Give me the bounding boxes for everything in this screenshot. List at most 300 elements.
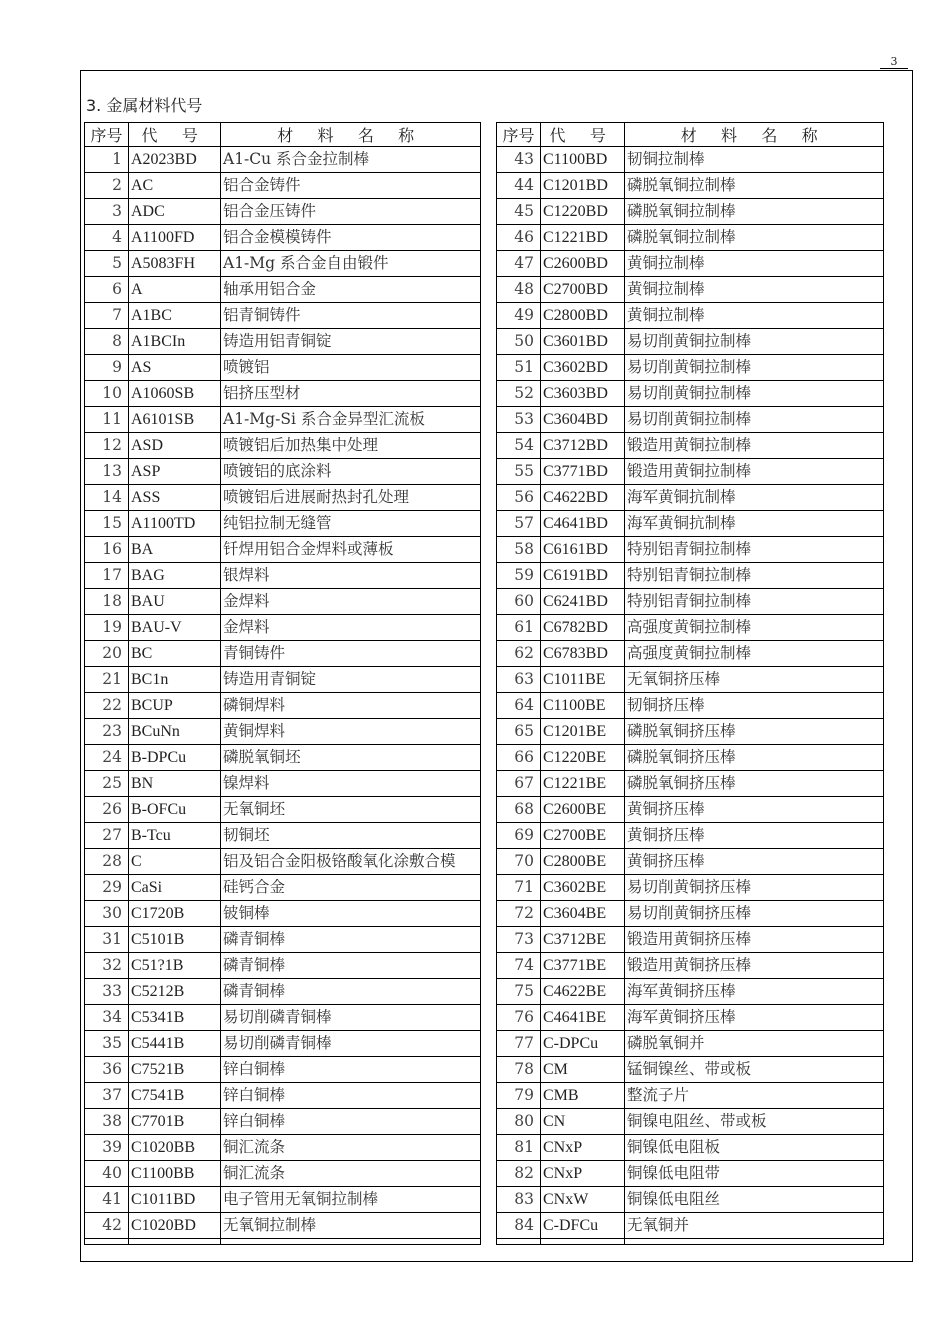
row-serial-number: 27 [85,823,129,849]
material-code-table-left [84,122,481,1245]
empty-cell [129,1239,221,1245]
header-material-name: 材 料 名 称 [625,123,884,147]
row-serial-number: 31 [85,927,129,953]
section-title: 3. 金属材料代号 [86,96,203,115]
table-row [497,1213,884,1239]
table-row [85,277,481,303]
row-material-code: C6191BD [541,563,625,589]
row-serial-number: 20 [85,641,129,667]
row-material-code: C [129,849,221,875]
table-row [497,381,884,407]
row-material-code: C7541B [129,1083,221,1109]
row-serial-number: 61 [497,615,541,641]
table-row [497,1161,884,1187]
row-material-code: BCuNn [129,719,221,745]
table-row [85,251,481,277]
row-material-code: C1020BD [129,1213,221,1239]
empty-cell [497,1239,541,1245]
row-material-name: 铝合金铸件 [221,173,481,199]
row-serial-number: 57 [497,511,541,537]
row-material-code: BAU [129,589,221,615]
row-material-code: BA [129,537,221,563]
row-material-code: C5212B [129,979,221,1005]
row-material-code: C2800BD [541,303,625,329]
row-material-code: ASS [129,485,221,511]
row-material-code: C1221BE [541,771,625,797]
row-material-code: ASP [129,459,221,485]
row-material-name: 黄铜挤压棒 [625,797,884,823]
table-row [85,641,481,667]
row-serial-number: 62 [497,641,541,667]
row-material-code: C3712BE [541,927,625,953]
row-material-name: 喷镀铝后进展耐热封孔处理 [221,485,481,511]
table-row [497,147,884,173]
row-serial-number: 73 [497,927,541,953]
table-row [85,1161,481,1187]
table-row [85,1135,481,1161]
row-serial-number: 37 [85,1083,129,1109]
row-material-code: BAU-V [129,615,221,641]
table-filler-row [85,1239,481,1245]
row-serial-number: 4 [85,225,129,251]
table-body-left [85,147,481,1245]
row-serial-number: 18 [85,589,129,615]
row-serial-number: 71 [497,875,541,901]
table-row [497,459,884,485]
table-row [85,1005,481,1031]
table-row [85,173,481,199]
row-material-code: C51?1B [129,953,221,979]
table-row [497,199,884,225]
row-material-name: A1-Cu 系合金拉制棒 [221,147,481,173]
row-material-name: 铜镍低电阻丝 [625,1187,884,1213]
table-row [85,667,481,693]
row-material-name: 韧铜挤压棒 [625,693,884,719]
row-material-name: 无氧铜挤压棒 [625,667,884,693]
row-material-name: 黄铜拉制棒 [625,303,884,329]
row-material-code: BC [129,641,221,667]
row-serial-number: 13 [85,459,129,485]
row-material-code: C4641BE [541,1005,625,1031]
row-serial-number: 8 [85,329,129,355]
row-serial-number: 63 [497,667,541,693]
row-serial-number: 41 [85,1187,129,1213]
table-row [497,1109,884,1135]
table-row [85,485,481,511]
row-material-name: 电子管用无氧铜拉制棒 [221,1187,481,1213]
row-material-code: BAG [129,563,221,589]
row-material-code: C3771BD [541,459,625,485]
row-material-code: C6161BD [541,537,625,563]
table-row [85,719,481,745]
table-row [85,1213,481,1239]
row-material-code: CaSi [129,875,221,901]
row-material-code: C2700BD [541,277,625,303]
row-serial-number: 54 [497,433,541,459]
row-material-code: BC1n [129,667,221,693]
row-material-name: 黄铜挤压棒 [625,849,884,875]
table-row [497,901,884,927]
row-serial-number: 12 [85,433,129,459]
row-serial-number: 6 [85,277,129,303]
table-row [85,875,481,901]
row-material-name: 磷脱氧铜坯 [221,745,481,771]
table-row [497,771,884,797]
row-material-code: C1221BD [541,225,625,251]
row-serial-number: 75 [497,979,541,1005]
row-serial-number: 81 [497,1135,541,1161]
row-serial-number: 16 [85,537,129,563]
row-material-name: 磷青铜棒 [221,927,481,953]
row-serial-number: 23 [85,719,129,745]
table-header-row [85,123,481,147]
row-material-code: C1201BD [541,173,625,199]
table-row [85,1031,481,1057]
table-row [85,199,481,225]
row-material-code: A1BCIn [129,329,221,355]
row-serial-number: 72 [497,901,541,927]
row-material-name: 锻造用黄铜挤压棒 [625,927,884,953]
table-row [497,927,884,953]
row-material-code: B-Tcu [129,823,221,849]
row-material-name: 锻造用黄铜拉制棒 [625,459,884,485]
row-serial-number: 10 [85,381,129,407]
row-material-code: A [129,277,221,303]
row-material-name: 整流子片 [625,1083,884,1109]
row-material-name: 锻造用黄铜挤压棒 [625,953,884,979]
row-material-name: 青铜铸件 [221,641,481,667]
table-row [497,173,884,199]
table-row [85,797,481,823]
row-material-code: C1220BD [541,199,625,225]
row-serial-number: 59 [497,563,541,589]
row-serial-number: 17 [85,563,129,589]
row-serial-number: 45 [497,199,541,225]
row-material-name: 磷铜焊料 [221,693,481,719]
table-row [497,329,884,355]
row-serial-number: 65 [497,719,541,745]
row-material-name: 锻造用黄铜拉制棒 [625,433,884,459]
row-material-name: 铜镍低电阻板 [625,1135,884,1161]
row-material-code: A1BC [129,303,221,329]
table-row [497,823,884,849]
row-serial-number: 2 [85,173,129,199]
row-material-code: ASD [129,433,221,459]
row-material-name: 铜镍低电阻带 [625,1161,884,1187]
row-material-name: 特别铝青铜拉制棒 [625,563,884,589]
row-material-name: 黄铜焊料 [221,719,481,745]
row-material-name: 镍焊料 [221,771,481,797]
table-row [85,823,481,849]
row-serial-number: 25 [85,771,129,797]
table-row [497,693,884,719]
row-serial-number: 69 [497,823,541,849]
table-row [85,433,481,459]
row-serial-number: 24 [85,745,129,771]
row-serial-number: 3 [85,199,129,225]
row-material-name: 韧铜拉制棒 [625,147,884,173]
row-material-code: C6782BD [541,615,625,641]
row-serial-number: 38 [85,1109,129,1135]
row-material-code: C3604BD [541,407,625,433]
row-serial-number: 32 [85,953,129,979]
row-serial-number: 79 [497,1083,541,1109]
row-material-code: CM [541,1057,625,1083]
row-serial-number: 19 [85,615,129,641]
row-material-name: 铝合金压铸件 [221,199,481,225]
row-serial-number: 83 [497,1187,541,1213]
row-material-name: 喷镀铝后加热集中处理 [221,433,481,459]
table-row [85,147,481,173]
row-material-name: 锌白铜棒 [221,1109,481,1135]
table-row [85,225,481,251]
table-row [85,537,481,563]
table-row [497,537,884,563]
row-material-code: B-OFCu [129,797,221,823]
row-serial-number: 39 [85,1135,129,1161]
row-material-code: C1720B [129,901,221,927]
table-row [497,615,884,641]
row-material-name: 铝青铜铸件 [221,303,481,329]
row-material-name: 黄铜挤压棒 [625,823,884,849]
row-material-name: 特别铝青铜拉制棒 [625,537,884,563]
row-material-code: A6101SB [129,407,221,433]
table-row [85,979,481,1005]
row-material-code: C4622BD [541,485,625,511]
row-material-code: CNxP [541,1135,625,1161]
row-material-name: 钎焊用铝合金焊料或薄板 [221,537,481,563]
row-serial-number: 53 [497,407,541,433]
row-material-name: 易切削磷青铜棒 [221,1031,481,1057]
header-serial-number: 序号 [497,123,541,147]
row-serial-number: 1 [85,147,129,173]
table-row [85,303,481,329]
row-material-code: A1100TD [129,511,221,537]
row-material-code: C3601BD [541,329,625,355]
row-material-name: 易切削黄铜挤压棒 [625,875,884,901]
row-material-name: 金焊料 [221,615,481,641]
table-row [497,979,884,1005]
table-row [497,589,884,615]
row-material-code: C3603BD [541,381,625,407]
row-material-code: C1011BE [541,667,625,693]
table-row [497,745,884,771]
row-material-name: 易切削黄铜挤压棒 [625,901,884,927]
row-serial-number: 7 [85,303,129,329]
row-material-name: 铜汇流条 [221,1135,481,1161]
row-serial-number: 11 [85,407,129,433]
row-material-code: AS [129,355,221,381]
row-material-code: C1220BE [541,745,625,771]
row-material-name: 磷脱氧铜拉制棒 [625,199,884,225]
row-material-code: C3771BE [541,953,625,979]
row-serial-number: 76 [497,1005,541,1031]
row-material-name: A1-Mg 系合金自由锻件 [221,251,481,277]
row-serial-number: 15 [85,511,129,537]
row-serial-number: 43 [497,147,541,173]
table-row [85,615,481,641]
row-serial-number: 70 [497,849,541,875]
table-row [497,355,884,381]
row-material-code: AC [129,173,221,199]
row-material-code: C5441B [129,1031,221,1057]
table-row [85,407,481,433]
table-row [497,407,884,433]
table-row [85,589,481,615]
table-row [497,225,884,251]
row-serial-number: 78 [497,1057,541,1083]
row-material-code: C1100BB [129,1161,221,1187]
row-material-name: 铜汇流条 [221,1161,481,1187]
row-material-name: 海军黄铜挤压棒 [625,979,884,1005]
table-row [85,1109,481,1135]
row-material-code: C6241BD [541,589,625,615]
row-material-name: 银焊料 [221,563,481,589]
table-row [497,511,884,537]
row-serial-number: 5 [85,251,129,277]
table-row [497,875,884,901]
header-code: 代 号 [541,123,625,147]
table-row [85,693,481,719]
row-material-code: C3604BE [541,901,625,927]
table-row [85,1057,481,1083]
row-serial-number: 74 [497,953,541,979]
row-material-code: C-DFCu [541,1213,625,1239]
table-row [85,381,481,407]
row-serial-number: 56 [497,485,541,511]
row-serial-number: 29 [85,875,129,901]
table-row [85,1187,481,1213]
row-material-code: A1060SB [129,381,221,407]
table-row [497,433,884,459]
table-row [497,303,884,329]
row-material-name: 锌白铜棒 [221,1083,481,1109]
empty-cell [625,1239,884,1245]
table-row [497,277,884,303]
row-material-name: 磷脱氧铜并 [625,1031,884,1057]
row-material-code: C2700BE [541,823,625,849]
row-serial-number: 28 [85,849,129,875]
row-material-name: 磷脱氧铜挤压棒 [625,771,884,797]
table-row [85,563,481,589]
row-material-name: 易切削磷青铜棒 [221,1005,481,1031]
row-serial-number: 22 [85,693,129,719]
row-serial-number: 26 [85,797,129,823]
table-row [497,797,884,823]
row-material-code: C7521B [129,1057,221,1083]
row-material-name: 黄铜拉制棒 [625,277,884,303]
row-material-name: 海军黄铜抗制棒 [625,511,884,537]
row-material-code: C4641BD [541,511,625,537]
row-material-name: 金焊料 [221,589,481,615]
empty-cell [221,1239,481,1245]
row-material-name: 锰铜镍丝、带或板 [625,1057,884,1083]
table-row [85,511,481,537]
table-row [497,849,884,875]
row-material-code: C6783BD [541,641,625,667]
row-material-code: C1020BB [129,1135,221,1161]
row-material-code: A1100FD [129,225,221,251]
row-material-name: 黄铜拉制棒 [625,251,884,277]
header-code: 代 号 [129,123,221,147]
row-material-code: A5083FH [129,251,221,277]
row-material-code: BCUP [129,693,221,719]
row-serial-number: 44 [497,173,541,199]
table-row [85,1083,481,1109]
row-serial-number: 21 [85,667,129,693]
row-material-name: 海军黄铜抗制棒 [625,485,884,511]
row-material-name: 铝及铝合金阳极铬酸氧化涂敷合模 [221,849,481,875]
table-row [497,641,884,667]
row-material-code: C1100BD [541,147,625,173]
row-material-code: C2600BD [541,251,625,277]
table-row [497,563,884,589]
row-serial-number: 48 [497,277,541,303]
row-serial-number: 9 [85,355,129,381]
row-material-name: 无氧铜并 [625,1213,884,1239]
table-row [497,953,884,979]
row-material-code: C3602BD [541,355,625,381]
row-material-code: CNxP [541,1161,625,1187]
row-material-name: 铝挤压型材 [221,381,481,407]
table-row [85,849,481,875]
row-material-name: 锌白铜棒 [221,1057,481,1083]
row-material-code: C5101B [129,927,221,953]
table-filler-row [497,1239,884,1245]
row-material-code: CN [541,1109,625,1135]
table-row [497,1083,884,1109]
table-row [497,1135,884,1161]
page-number: 3 [880,56,908,69]
row-serial-number: 40 [85,1161,129,1187]
table-row [85,771,481,797]
row-material-name: A1-Mg-Si 系合金异型汇流板 [221,407,481,433]
row-material-name: 易切削黄铜拉制棒 [625,381,884,407]
row-material-code: CMB [541,1083,625,1109]
material-code-table-right [496,122,884,1245]
row-material-code: C1011BD [129,1187,221,1213]
row-material-code: C2800BE [541,849,625,875]
row-material-name: 纯铝拉制无缝管 [221,511,481,537]
row-material-name: 无氧铜坯 [221,797,481,823]
row-material-code: C-DPCu [541,1031,625,1057]
table-row [85,329,481,355]
row-material-name: 磷脱氧铜挤压棒 [625,745,884,771]
row-serial-number: 66 [497,745,541,771]
table-row [497,251,884,277]
table-row [85,355,481,381]
header-serial-number: 序号 [85,123,129,147]
header-material-name: 材 料 名 称 [221,123,481,147]
table-row [85,745,481,771]
table-row [497,1057,884,1083]
row-material-code: B-DPCu [129,745,221,771]
row-serial-number: 55 [497,459,541,485]
table-row [85,901,481,927]
row-material-code: C3712BD [541,433,625,459]
row-serial-number: 68 [497,797,541,823]
row-serial-number: 64 [497,693,541,719]
row-material-name: 磷脱氧铜拉制棒 [625,225,884,251]
row-material-code: C4622BE [541,979,625,1005]
row-material-name: 喷镀铝的底涂料 [221,459,481,485]
row-material-name: 磷脱氧铜挤压棒 [625,719,884,745]
row-material-code: ADC [129,199,221,225]
row-material-name: 海军黄铜挤压棒 [625,1005,884,1031]
row-material-name: 高强度黄铜拉制棒 [625,615,884,641]
table-row [85,459,481,485]
row-material-name: 易切削黄铜拉制棒 [625,329,884,355]
